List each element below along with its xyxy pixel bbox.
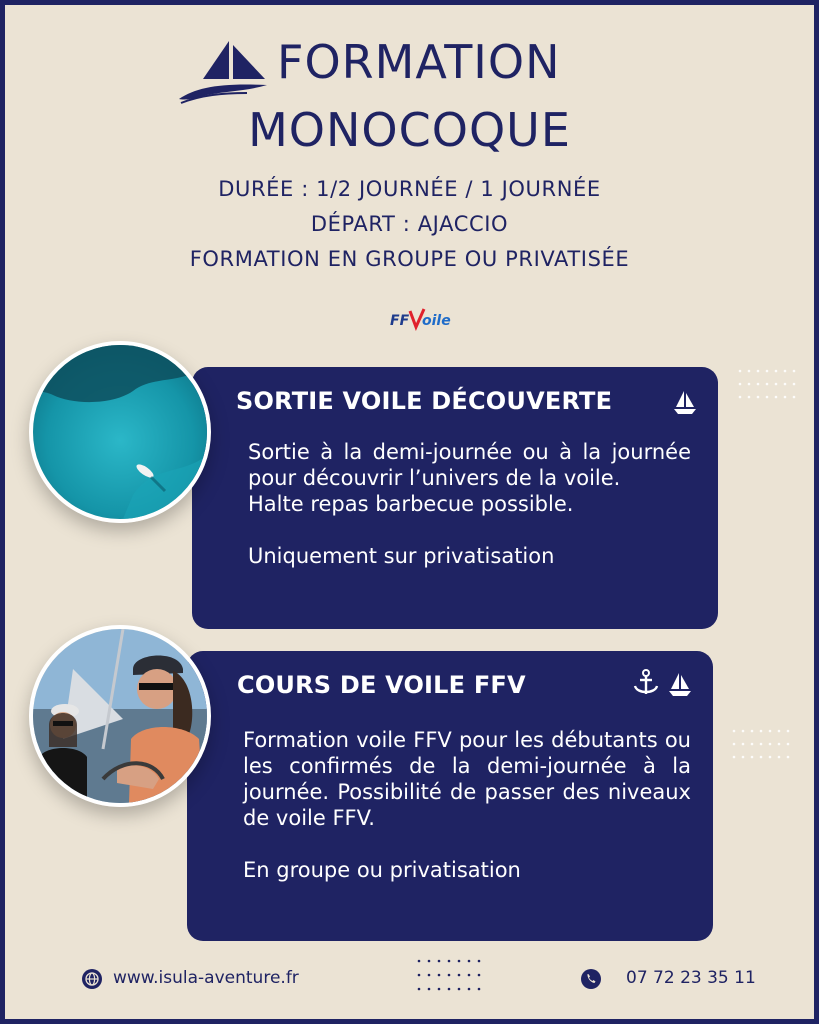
card-sortie-decouverte xyxy=(192,367,718,629)
card-note: Uniquement sur privatisation xyxy=(248,544,555,568)
description-paragraph: Sortie à la demi-journée ou à la journée pour découvrir l’univers de la voile. xyxy=(248,440,691,490)
phone-number[interactable]: 07 72 23 35 11 xyxy=(626,968,756,988)
sailboat-icon xyxy=(667,671,693,697)
phone-icon xyxy=(581,969,601,989)
anchor-icon xyxy=(633,669,659,697)
ffvoile-logo xyxy=(390,305,460,335)
card-cours-voile xyxy=(187,651,713,941)
decorative-dots xyxy=(731,727,795,771)
info-duration: DURÉE : 1/2 JOURNÉE / 1 JOURNÉE xyxy=(218,177,601,201)
flyer-page xyxy=(5,5,814,1019)
title-line-2: MONOCOQUE xyxy=(248,103,571,157)
sailboat-icon xyxy=(672,389,698,415)
title-line-1: FORMATION xyxy=(277,35,561,89)
card-note: En groupe ou privatisation xyxy=(243,858,521,882)
card-title: SORTIE VOILE DÉCOUVERTE xyxy=(236,387,613,415)
info-departure: DÉPART : AJACCIO xyxy=(310,212,509,236)
description-paragraph: Formation voile FFV pour les débutants ou les confirmés de la demi-journée à la journée. Possibilité de passer des niveaux de voile FFV. xyxy=(243,728,691,830)
sailboat-logo-icon xyxy=(177,39,269,105)
website-link[interactable]: www.isula-aventure.fr xyxy=(113,968,299,988)
info-format: FORMATION EN GROUPE OU PRIVATISÉE xyxy=(189,247,630,271)
aerial-sea-photo xyxy=(29,341,211,523)
svg-text:oile: oile xyxy=(422,313,451,329)
svg-text:FF: FF xyxy=(390,313,410,329)
decorative-dots xyxy=(737,367,801,411)
globe-icon xyxy=(82,969,102,989)
sailing-women-photo xyxy=(29,625,211,807)
description-paragraph: Halte repas barbecue possible. xyxy=(248,492,574,516)
decorative-dots xyxy=(415,955,485,999)
card-title: COURS DE VOILE FFV xyxy=(237,671,526,699)
card-description xyxy=(248,439,691,569)
card-description xyxy=(243,727,691,883)
